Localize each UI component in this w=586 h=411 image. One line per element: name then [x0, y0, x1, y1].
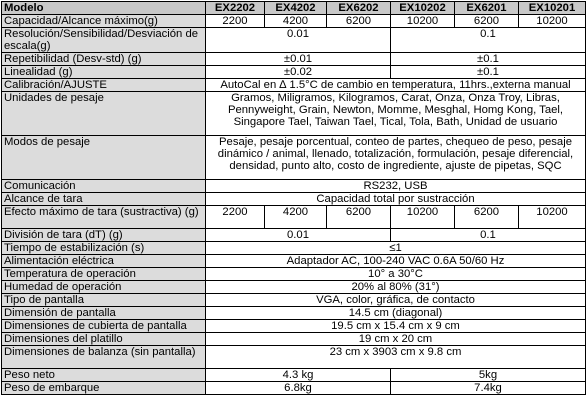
cell-value: 10200	[519, 206, 586, 229]
cell-value: 4200	[265, 206, 327, 229]
model-header: EX4202	[265, 2, 327, 15]
row-label: Modos de pesaje	[2, 136, 206, 180]
model-header: EX10201	[519, 2, 586, 15]
cell-value: 10° a 30°C	[206, 268, 586, 281]
row-label: Alcance de tara	[2, 193, 206, 206]
cell-value: VGA, color, gráfica, de contacto	[206, 294, 586, 307]
cell-value: Gramos, Miligramos, Kilogramos, Carat, Onza, Onza Troy, Libras, Pennyweight, Grain, Newton, Momme, Mesghal, Homg Kong, Tael, Singapore Tael, Taiwan Tael, Tical, Tola, Bath, Unidad de usuario	[206, 92, 586, 136]
cell-value: 6200	[455, 206, 519, 229]
cell-value: 2200	[206, 206, 265, 229]
cell-value: AutoCal en ∆ 1.5°C de cambio en temperatura, 11hrs.,externa manual	[206, 79, 586, 92]
row-label: Peso de embarque	[2, 382, 206, 395]
row-label: Linealidad (g)	[2, 66, 206, 79]
row-label: Tipo de pantalla	[2, 294, 206, 307]
row-label: Dimensiones de cubierta de pantalla	[2, 320, 206, 333]
cell-value: 10200	[519, 15, 586, 28]
row-label: Efecto máximo de tara (sustractiva) (g)	[2, 206, 206, 229]
table-row	[2, 136, 586, 180]
table-row	[2, 320, 586, 333]
cell-value: 19 cm x 20 cm	[206, 333, 586, 346]
cell-value: ±0.01	[206, 53, 391, 66]
table-row	[2, 206, 586, 229]
cell-value: Adaptador AC, 100-240 VAC 0.6A 50/60 Hz	[206, 255, 586, 268]
cell-value: Capacidad total por sustracción	[206, 193, 586, 206]
model-header: EX6202	[327, 2, 391, 15]
table-row	[2, 180, 586, 193]
row-label: Capacidad/Alcance máximo(g)	[2, 15, 206, 28]
table-row	[2, 307, 586, 320]
table-row	[2, 53, 586, 66]
cell-value: 4200	[265, 15, 327, 28]
cell-value: 6200	[327, 206, 391, 229]
specifications-table	[1, 1, 586, 395]
cell-value: 4.3 kg	[206, 369, 391, 382]
cell-value: 6.8kg	[206, 382, 391, 395]
cell-value: 0.1	[391, 229, 586, 242]
table-row	[2, 92, 586, 136]
cell-value: ≤1	[206, 242, 586, 255]
row-label: División de tara (dT) (g)	[2, 229, 206, 242]
row-label: Repetibilidad (Desv-std) (g)	[2, 53, 206, 66]
cell-value: 23 cm x 3903 cm x 9.8 cm	[206, 346, 586, 369]
cell-value: 14.5 cm (diagonal)	[206, 307, 586, 320]
table-row	[2, 369, 586, 382]
header-row	[2, 2, 586, 15]
table-row	[2, 66, 586, 79]
row-label: Humedad de operación	[2, 281, 206, 294]
cell-value: 10200	[391, 206, 455, 229]
table-row	[2, 15, 586, 28]
cell-value: 0.1	[391, 28, 586, 53]
row-label: Comunicación	[2, 180, 206, 193]
row-label: Resolución/Sensibilidad/Desviación de escala(g)	[2, 28, 206, 53]
header-label: Modelo	[2, 2, 206, 15]
cell-value: 2200	[206, 15, 265, 28]
table-row	[2, 382, 586, 395]
cell-value: Pesaje, pesaje porcentual, conteo de partes, chequeo de peso, pesaje dinámico / animal, llenado, totalización, formulación, pesaje diferencial, densidad, punto alto, costo de ingrediente, ajuste de pipetas, SQC	[206, 136, 586, 180]
table-row	[2, 255, 586, 268]
cell-value: 20% al 80% (31°)	[206, 281, 586, 294]
row-label: Alimentación eléctrica	[2, 255, 206, 268]
row-label: Dimensiones del platillo	[2, 333, 206, 346]
cell-value: 5kg	[391, 369, 586, 382]
cell-value: 0.01	[206, 28, 391, 53]
table-row	[2, 28, 586, 53]
cell-value: 7.4kg	[391, 382, 586, 395]
table-row	[2, 333, 586, 346]
cell-value: RS232, USB	[206, 180, 586, 193]
table-row	[2, 79, 586, 92]
table-row	[2, 229, 586, 242]
table-row	[2, 281, 586, 294]
cell-value: ±0.1	[391, 53, 586, 66]
table-row	[2, 193, 586, 206]
table-row	[2, 346, 586, 369]
cell-value: ±0.1	[391, 66, 586, 79]
cell-value: 19.5 cm x 15.4 cm x 9 cm	[206, 320, 586, 333]
row-label: Unidades de pesaje	[2, 92, 206, 136]
table-row	[2, 268, 586, 281]
cell-value: 6200	[455, 15, 519, 28]
cell-value: ±0.02	[206, 66, 391, 79]
cell-value: 6200	[327, 15, 391, 28]
model-header: EX6201	[455, 2, 519, 15]
row-label: Temperatura de operación	[2, 268, 206, 281]
cell-value: 0.01	[206, 229, 391, 242]
model-header: EX10202	[391, 2, 455, 15]
row-label: Calibración/AJUSTE	[2, 79, 206, 92]
cell-value: 10200	[391, 15, 455, 28]
row-label: Dimensión de pantalla	[2, 307, 206, 320]
table-row	[2, 294, 586, 307]
row-label: Tiempo de estabilización (s)	[2, 242, 206, 255]
model-header: EX2202	[206, 2, 265, 15]
table-row	[2, 242, 586, 255]
row-label: Dimensiones de balanza (sin pantalla)	[2, 346, 206, 369]
row-label: Peso neto	[2, 369, 206, 382]
